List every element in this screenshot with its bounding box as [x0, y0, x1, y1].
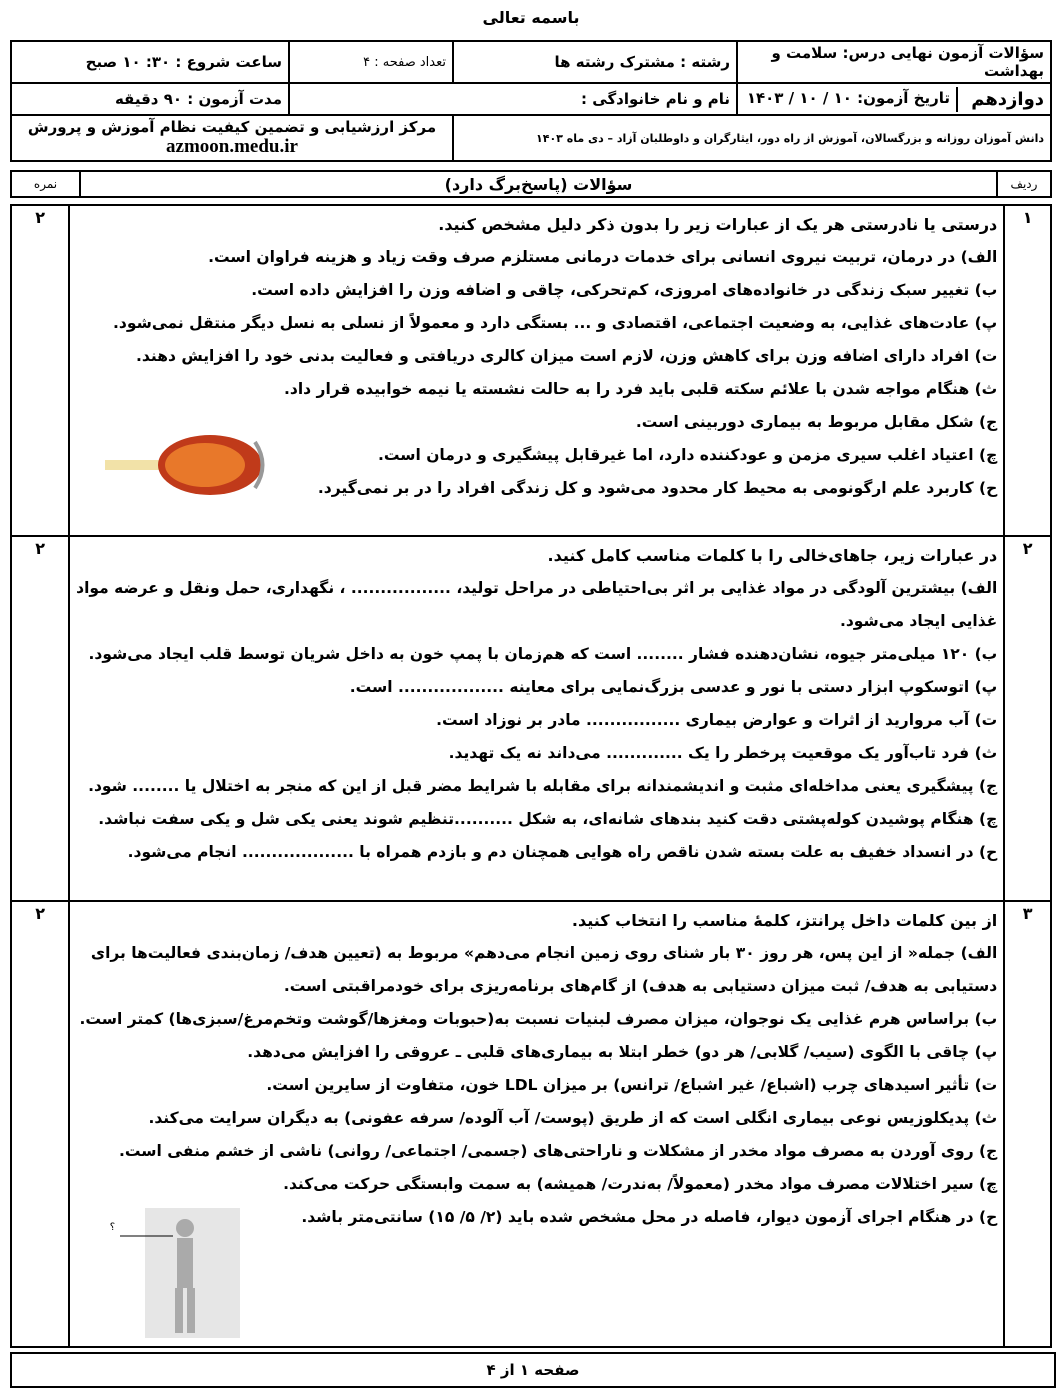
question-item: ح) کاربرد علم ارگونومی به محیط کار محدود می‌شود و کل زندگی افراد را در بر نمی‌گیرد. — [317, 479, 998, 497]
questions-table — [10, 204, 1052, 1348]
question-item: چ) هنگام پوشیدن کوله‌پشتی دقت کنید بندهای شانه‌ای، به شکل ..........تنظیم شوند یعنی یکی شل و یکی سفت نباشد. — [98, 810, 998, 828]
wall-test-figure — [109, 1208, 245, 1338]
question-score: ۲ — [11, 536, 69, 901]
question-item: ت) افراد دارای اضافه وزن برای کاهش وزن، لازم است میزان کالری دریافتی و فعالیت بدنی خود را افزایش دهند. — [136, 347, 998, 365]
question-item: ت) آب مروارید از اثرات و عوارض بیماری ................ مادر بر نوزاد است. — [436, 711, 998, 729]
pages-cell: تعداد صفحه : ۴ — [289, 41, 453, 83]
question-item: پ) چاقی با الگوی (سیب/ گلابی/ هر دو) خطر ابتلا به بیماری‌های قلبی ـ عروقی را افزایش می‌دهد. — [247, 1043, 998, 1061]
question-item: ج) پیشگیری یعنی مداخله‌ای مثبت و اندیشمندانه برای مقابله با شرایط مضر قبل از این که منجر به اختلال یا ........ شود. — [88, 777, 998, 795]
question-item: الف) در درمان، تربیت نیروی انسانی برای خدمات درمانی مستلزم صرف وقت زیاد و هزینه فراوان است. — [208, 248, 998, 266]
question-item: پ) اتوسکوپ ابزار دستی با نور و عدسی بزرگ‌نمایی برای معاینه .................. است. — [349, 678, 998, 696]
exam-header-table — [10, 40, 1052, 162]
question-item: الف) بیشترین آلودگی در مواد غذایی بر اثر بی‌احتیاطی در مراحل تولید، ................. ، نگهداری، حمل ونقل و عرضه مواد — [76, 579, 998, 597]
question-item: چ) اعتیاد اغلب سیری مزمن و عودکننده دارد، اما غیرقابل پیشگیری و درمان است. — [377, 446, 998, 464]
questions-header-label: سؤالات (پاسخ‌برگ دارد) — [80, 171, 997, 197]
question-instruction: در عبارات زیر، جاهای‌خالی را با کلمات مناسب کامل کنید. — [547, 546, 998, 565]
website: azmoon.medu.ir — [166, 136, 298, 157]
page-heading: باسمه تعالی — [482, 8, 580, 27]
field-cell: رشته : مشترک رشته ها — [453, 41, 737, 83]
question-item: ج) روی آوردن به مصرف مواد مخدر از مشکلات و ناراحتی‌های (جسمی/ اجتماعی/ روانی) ناشی از خشم منفی است. — [118, 1142, 998, 1160]
students-cell: دانش آموزان روزانه و بزرگسالان، آموزش از راه دور، ایثارگران و داوطلبان آزاد – دی ماه ۱۴۰۳ — [453, 115, 1051, 161]
row-header: ردیف — [997, 171, 1051, 197]
question-item: ت) تأثیر اسیدهای چرب (اشباع/ غیر اشباع/ ترانس) بر میزان LDL خون، متفاوت از سایرین است. — [266, 1076, 998, 1094]
center-name: مرکز ارزشیابی و تضمین کیفیت نظام آموزش و پرورش — [27, 118, 437, 136]
question-instruction: از بین کلمات داخل پرانتز، کلمهٔ مناسب را انتخاب کنید. — [571, 911, 998, 930]
question-score: ۲ — [11, 901, 69, 1347]
question-item: غذایی ایجاد می‌شود. — [839, 612, 998, 630]
start-time-cell: ساعت شروع : ۳۰: ۱۰ صبح — [11, 41, 289, 83]
question-item: ب) تغییر سبک زندگی در خانواده‌های امروزی، کم‌تحرکی، چاقی و اضافه وزن را افزایش داده است. — [251, 281, 998, 299]
score-header: نمره — [11, 171, 80, 197]
question-item: ب) ۱۲۰ میلی‌متر جیوه، نشان‌دهنده فشار ........ است که هم‌زمان با پمپ خون به داخل شریان توسط قلب ایجاد می‌شود. — [88, 645, 998, 663]
question-item: ب) براساس هرم غذایی یک نوجوان، میزان مصرف لبنیات نسبت به(حبوبات ومغزها/گوشت وتخم‌مرغ/سبزی‌ها) کمتر است. — [79, 1010, 998, 1028]
question-item: ح) در هنگام اجرای آزمون دیوار، فاصله در محل مشخص شده باید (۲/ ۵/ ۱۵) سانتی‌متر باشد. — [301, 1208, 998, 1226]
question-item: ث) پدیکلوزیس نوعی بیماری انگلی است که از طریق (پوست/ آب آلوده/ سرفه عفونی) به دیگران سرایت می‌کند. — [148, 1109, 998, 1127]
question-number: ۲ — [1004, 536, 1051, 901]
eye-diagram-image — [105, 432, 265, 498]
question-item: ح) در انسداد خفیف به علت بسته شدن ناقص راه هوایی همچنان دم و بازدم همراه با ................... انجام می‌شود. — [127, 843, 998, 861]
exam-date: تاریخ آزمون: ۱۰ / ۱۰ / ۱۴۰۳ — [746, 88, 950, 107]
grade: دوازدهم — [956, 87, 1050, 112]
page-footer: صفحه ۱ از ۴ — [10, 1352, 1056, 1388]
question-item: ث) فرد تاب‌آور یک موقعیت پرخطر را یک ............. می‌داند نه یک تهدید. — [448, 744, 998, 762]
course-cell: سؤالات آزمون نهایی درس: سلامت و بهداشت — [737, 41, 1051, 83]
question-item: چ) سیر اختلالات مصرف مواد مخدر (معمولاً/ به‌ندرت/ همیشه) به سمت وابستگی حرکت می‌کند. — [283, 1175, 998, 1193]
question-number: ۳ — [1004, 901, 1051, 1347]
question-instruction: درستی یا نادرستی هر یک از عبارات زیر را بدون ذکر دلیل مشخص کنید. — [438, 215, 998, 234]
question-item: ج) شکل مقابل مربوط به بیماری دوربینی است. — [635, 413, 998, 431]
question-row — [11, 536, 1051, 901]
student-name-field[interactable]: نام و نام خانوادگی : — [289, 83, 737, 115]
question-item: پ) عادت‌های غذایی، به وضعیت اجتماعی، اقتصادی و ... بستگی دارد و معمولاً از نسلی به نسل دیگر منتقل نمی‌شود. — [113, 314, 998, 332]
figure-label: ؟ — [109, 1222, 115, 1233]
question-number: ۱ — [1004, 205, 1051, 536]
question-item: الف) جمله« از این پس، هر روز ۳۰ بار شنای روی زمین انجام می‌دهم» مربوط به (تعیین هدف/ زمان‌بندی فعالیت‌ها برای — [90, 944, 998, 962]
duration-cell: مدت آزمون : ۹۰ دقیقه — [11, 83, 289, 115]
question-score: ۲ — [11, 205, 69, 536]
question-item: دستیابی به هدف/ ثبت میزان دستیابی به هدف) از گام‌های برنامه‌ریزی برای خودمراقبتی است. — [283, 977, 998, 995]
question-body — [69, 536, 1004, 901]
question-item: ث) هنگام مواجه شدن با علائم سکته قلبی باید فرد را به حالت نشسته یا نیمه خوابیده قرار داد. — [284, 380, 998, 398]
questions-header — [10, 170, 1052, 198]
